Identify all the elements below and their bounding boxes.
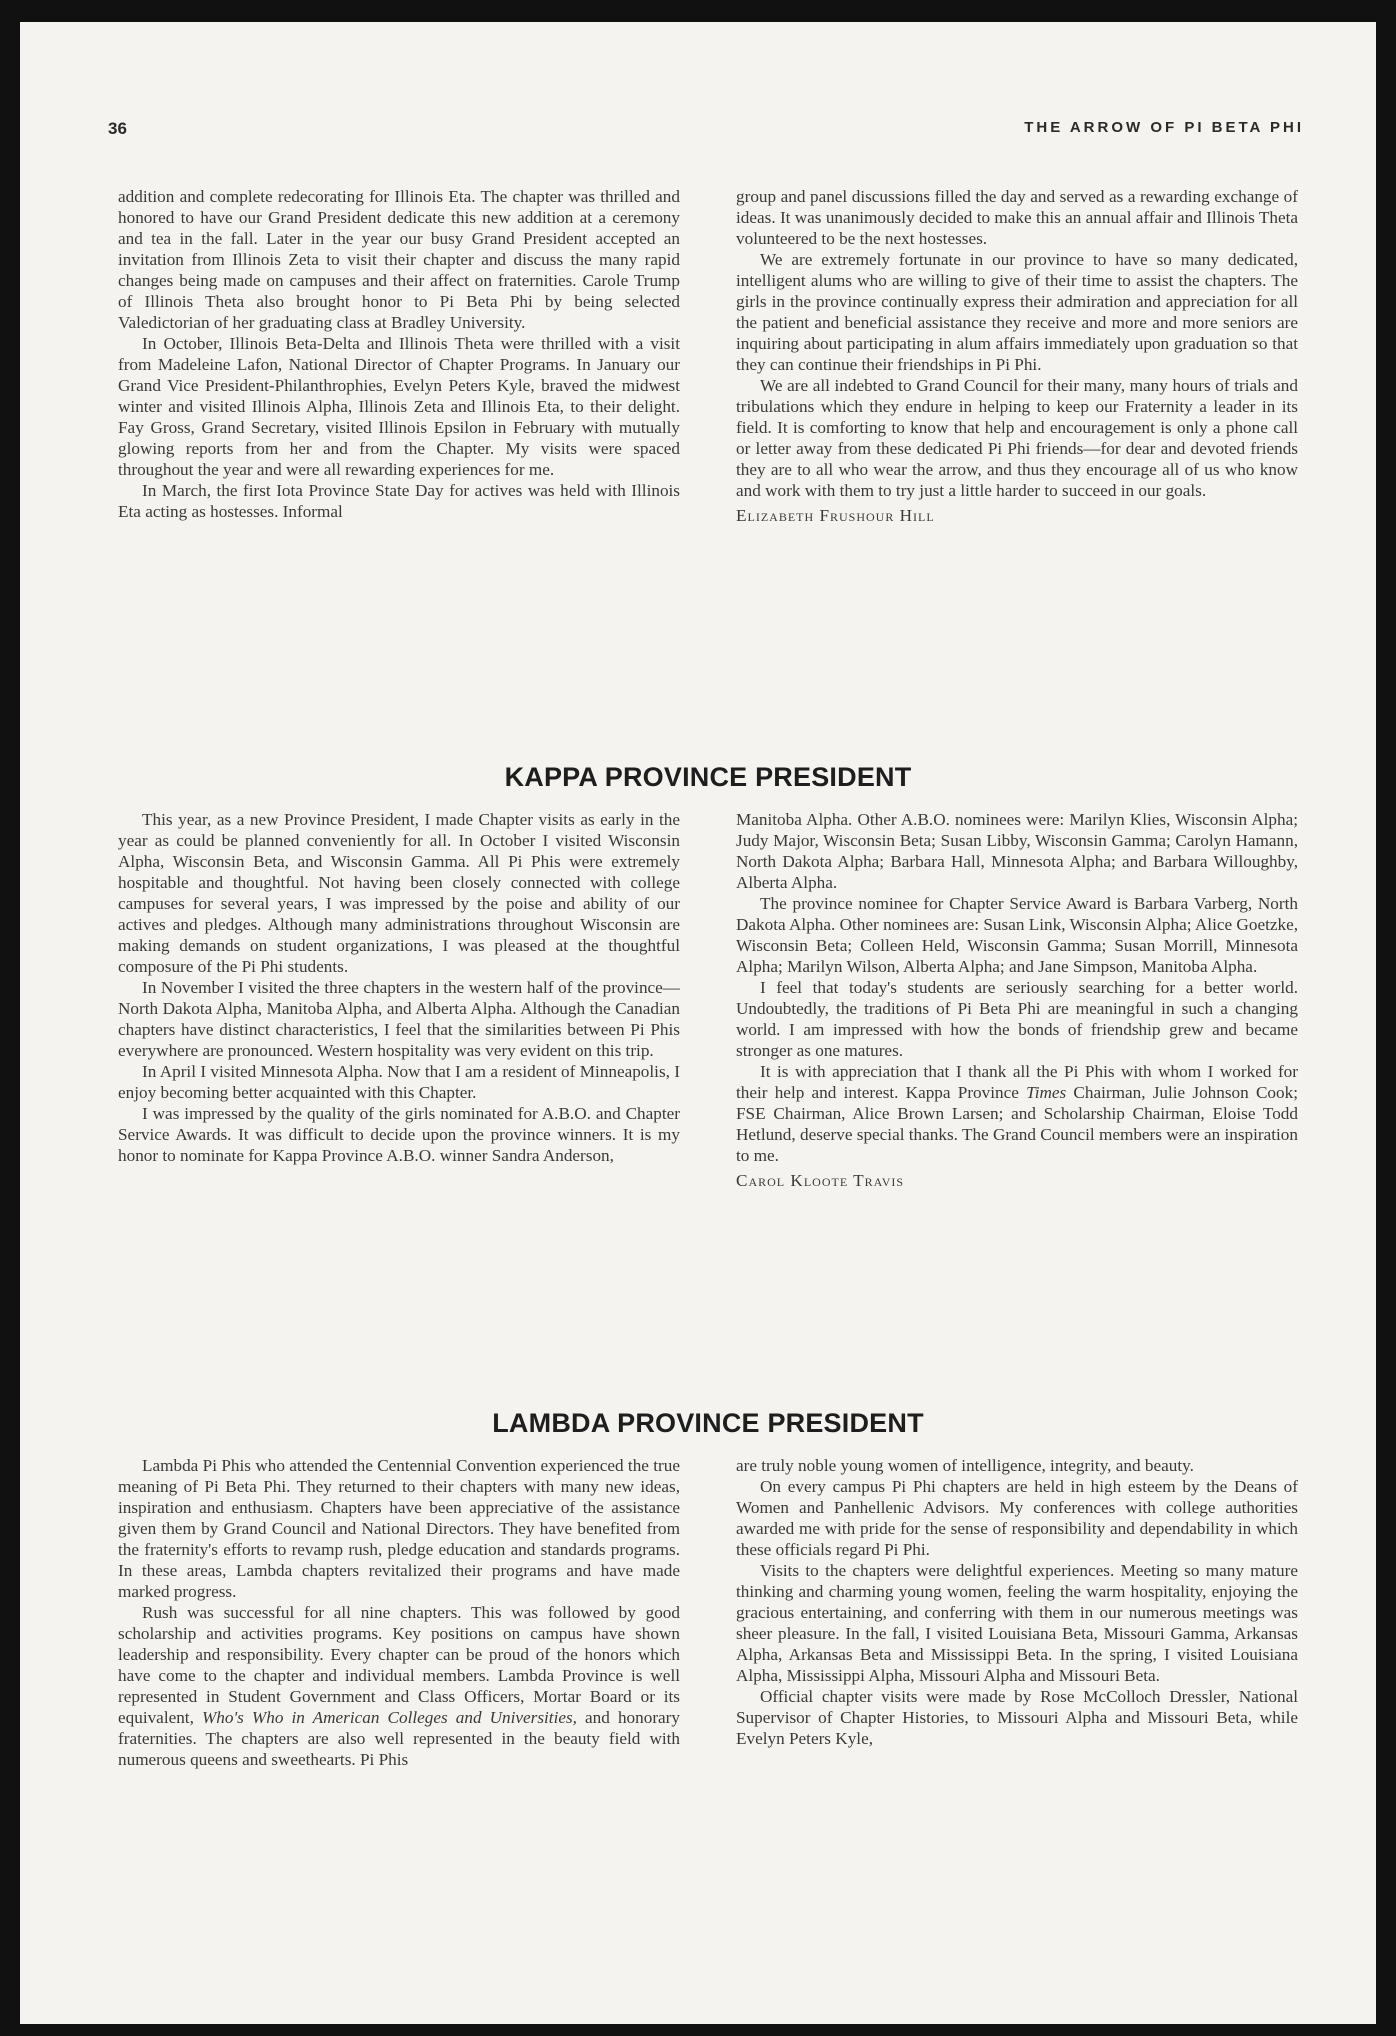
section-title: LAMBDA PROVINCE PRESIDENT [492,1408,924,1438]
paragraph: This year, as a new Province President, I made Chapter visits as early in the year as could be planned conveniently for all. In October I visited Wisconsin Alpha, Wisconsin Beta, and Wisconsin Gamma. All Pi Phis were extremely hospitable and thoughtful. Not having been closely connected with college campuses for several years, I was impressed by the poise and ability of our actives and pledges. Although many administrations throughout Wisconsin are making demands on student organizations, I was pleased at the thoughtful composure of the Pi Phi students. [118,810,680,976]
paragraph: We are extremely fortunate in our province to have so many dedicated, intelligent alums who are willing to give of their time to assist the chapters. The girls in the province continually express their admiration and appreciation for all the patient and beneficial assistance they receive and more and more seniors are inquiring about participating in alum affairs immediately upon graduation so that they can continue their friendships in Pi Phi. [736,250,1298,374]
left-column [118,1455,680,1770]
paragraph: Visits to the chapters were delightful experiences. Meeting so many mature thinking and charming young women, feeling the warm hospitality, enjoying the gracious entertaining, and conferring with them in our numerous meetings was sheer pleasure. In the fall, I visited Louisiana Beta, Missouri Gamma, Arkansas Alpha, Arkansas Beta and Mississippi Beta. In the spring, I visited Louisiana Alpha, Mississippi Alpha, Missouri Alpha and Missouri Beta. [736,1561,1298,1685]
author-signature: Carol Kloote Travis [736,1171,905,1190]
paragraph: In October, Illinois Beta-Delta and Illinois Theta were thrilled with a visit from Madeleine Lafon, National Director of Chapter Programs. In January our Grand Vice President-Philanthrophies, Evelyn Peters Kyle, braved the midwest winter and visited Illinois Alpha, Illinois Zeta and Illinois Eta, to their delight. Fay Gross, Grand Secretary, visited Illinois Epsilon in February with mutually glowing reports from her and from the Chapter. My visits were spaced throughout the year and were all rewarding experiences for me. [118,334,680,479]
paragraph: Official chapter visits were made by Rose McColloch Dressler, National Supervisor of Chapter Histories, to Missouri Alpha and Missouri Beta, while Evelyn Peters Kyle, [736,1687,1298,1748]
paragraph: Lambda Pi Phis who attended the Centennial Convention experienced the true meaning of Pi Beta Phi. They returned to their chapters with many new ideas, inspiration and enthusiasm. Chapters have been appreciative of the assistance given them by Grand Council and National Directors. They have benefited from the fraternity's efforts to revamp rush, pledge education and standards programs. In these areas, Lambda chapters revitalized their programs and have made marked progress. [118,1456,680,1601]
paragraph [736,1061,1298,1166]
right-column [736,809,1298,1191]
text-run: and honorary fraternities. The chapters are also well represented in the beauty field with numerous queens and sweethearts. Pi Phis [118,1708,680,1769]
left-column [118,186,680,526]
paragraph: We are all indebted to Grand Council for their many, many hours of trials and tribulations which they endure in helping to keep our Fraternity a leader in its field. It is comforting to know that help and encouragement is only a phone call or letter away from these dedicated Pi Phi friends—for dear and devoted friends they are to all who wear the arrow, and thus they encourage all of us who know and work with them to try just a little harder to succeed in our goals. [736,376,1298,500]
paragraph: are truly noble young women of intelligence, integrity, and beauty. [736,1456,1194,1475]
lambda-province-section [118,1408,1298,1770]
paragraph: In November I visited the three chapters in the western half of the province—North Dakota Alpha, Manitoba Alpha, and Alberta Alpha. Although the Canadian chapters have distinct characteristics, I feel that the similarities between Pi Phis everywhere are pronounced. Western hospitality was very evident on this trip. [118,978,680,1060]
journal-title: THE ARROW OF PI BETA PHI [1024,119,1304,136]
paragraph: group and panel discussions filled the day and served as a rewarding exchange of ideas. It was unanimously decided to make this an annual affair and Illinois Theta volunteered to be the next hostesses. [736,187,1298,248]
paragraph: The province nominee for Chapter Service Award is Barbara Varberg, North Dakota Alpha. Other nominees are: Susan Link, Wisconsin Alpha; Alice Goetzke, Wisconsin Beta; Colleen Held, Wisconsin Gamma; Susan Morrill, Minnesota Alpha; Marilyn Wilson, Alberta Alpha; and Jane Simpson, Manitoba Alpha. [736,894,1298,976]
running-head [108,119,1304,143]
paragraph: I was impressed by the quality of the girls nominated for A.B.O. and Chapter Service Awards. It was difficult to decide upon the province winners. It is my honor to nominate for Kappa Province A.B.O. winner Sandra Anderson, [118,1104,680,1165]
page-number: 36 [108,119,127,138]
iota-report-continuation [118,186,1298,526]
author-signature: Elizabeth Frushour Hill [736,506,935,525]
paragraph: In April I visited Minnesota Alpha. Now that I am a resident of Minneapolis, I enjoy becoming better acquainted with this Chapter. [118,1062,680,1102]
italic-title: Times [1026,1083,1067,1102]
right-column [736,186,1298,526]
paragraph: In March, the first Iota Province State Day for actives was held with Illinois Eta acting as hostesses. Informal [118,481,680,521]
right-column [736,1455,1298,1770]
paragraph: On every campus Pi Phi chapters are held in high esteem by the Deans of Women and Panhellenic Advisors. My conferences with college authorities awarded me with pride for the sense of responsibility and dependability in which these officials regard Pi Phi. [736,1477,1298,1559]
text-run: It is with appreciation that I thank all the Pi Phis with whom I worked for their help and interest. Kappa Province [736,1062,1298,1102]
text-run: Chairman, Julie Johnson Cook; FSE Chairman, Alice Brown Larsen; and Scholarship Chairman, Eloise Todd Hetlund, deserve special thanks. The Grand Council members were an inspiration to me. [736,1083,1298,1165]
kappa-province-section [118,762,1298,1191]
paragraph: I feel that today's students are seriously searching for a better world. Undoubtedly, the traditions of Pi Beta Phi are meaningful in such a changing world. I am impressed with how the bonds of friendship grew and became stronger as one matures. [736,978,1298,1060]
paragraph [118,1602,680,1770]
italic-title: Who's Who in American Colleges and Universities, [201,1708,577,1727]
left-column [118,809,680,1191]
paragraph: Manitoba Alpha. Other A.B.O. nominees were: Marilyn Klies, Wisconsin Alpha; Judy Major, Wisconsin Beta; Susan Libby, Wisconsin Gamma; Carolyn Hamann, North Dakota Alpha; Barbara Hall, Minnesota Alpha; and Barbara Willoughby, Alberta Alpha. [736,810,1298,892]
section-title: KAPPA PROVINCE PRESIDENT [504,762,912,792]
journal-page [20,22,1376,2024]
text-run: Rush was successful for all nine chapters. This was followed by good scholarship and activities programs. Key positions on campus have shown leadership and responsibility. Every chapter can be proud of the honors which have come to the chapter and individual members. Lambda Province is well represented in Student Government and Class Officers, Mortar Board or its equivalent, [118,1603,680,1727]
paragraph: addition and complete redecorating for Illinois Eta. The chapter was thrilled and honored to have our Grand President dedicate this new addition at a ceremony and tea in the fall. Later in the year our busy Grand President accepted an invitation from Illinois Zeta to visit their chapter and discuss the many rapid changes being made on campuses and their affect on fraternities. Carole Trump of Illinois Theta also brought honor to Pi Beta Phi by being selected Valedictorian of her graduating class at Bradley University. [118,187,680,332]
